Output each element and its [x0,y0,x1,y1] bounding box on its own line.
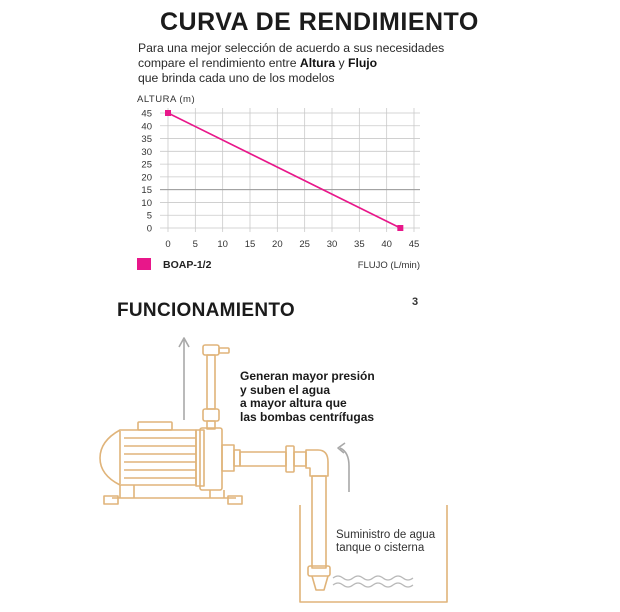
chart-title: CURVA DE RENDIMIENTO [160,8,479,36]
y-tick-label: 5 [146,210,152,222]
curved-arrow-icon [338,443,349,492]
supply-line-1: Suministro de agua [336,529,436,541]
y-tick-label: 25 [141,159,152,171]
section-title: FUNCIONAMIENTO [117,300,296,321]
pump-head [200,428,240,490]
legend-label: BOAP-1/2 [163,259,212,271]
x-tick-label: 40 [381,239,392,250]
callout-line-3: a mayor altura que [240,396,347,410]
callout-line-4: las bombas centrífugas [240,409,375,424]
motor [100,422,204,486]
callout-line-2: y suben el agua [240,382,331,397]
x-axis-label: FLUJO (L/min) [357,260,420,271]
y-tick-label: 15 [141,185,152,197]
x-tick-label: 20 [272,239,283,250]
intro-line-1: Para una mejor selección de acuerdo a sus necesidades [138,41,445,55]
y-tick-label: 10 [141,197,152,209]
x-tick-label: 25 [299,239,310,250]
x-tick-label: 0 [165,239,171,250]
x-tick-label: 5 [192,239,198,250]
intro-line-2-prefix: compare el rendimiento entre [138,56,300,70]
water-supply-label [336,529,435,555]
y-tick-label: 35 [141,134,152,146]
intro-line-2-mid: y [335,56,349,70]
y-tick-label: 20 [141,172,152,184]
outlet-pipe [203,345,229,429]
supply-line-2: tanque o cisterna [336,542,425,554]
x-tick-label: 45 [408,239,420,250]
pump-callout [240,370,375,424]
y-tick-label: 40 [141,121,152,133]
suction-pipe [308,476,330,590]
intro-bold-flujo: Flujo [348,56,378,70]
up-arrow-icon [179,338,189,420]
page-number: 3 [412,296,419,308]
horizontal-pipe [240,446,328,476]
y-tick-label: 45 [141,108,152,120]
intro-bold-altura: Altura [299,56,336,70]
x-tick-label: 15 [244,239,256,250]
x-tick-label: 10 [217,239,228,250]
y-tick-label: 0 [146,223,152,235]
intro-line-3: que brinda cada uno de los modelos [138,71,335,85]
x-tick-label: 30 [326,239,338,250]
y-tick-label: 30 [141,146,152,158]
callout-line-1: Generan mayor presión [240,369,375,383]
y-axis-label: ALTURA (m) [137,94,196,105]
x-tick-label: 35 [354,239,365,250]
